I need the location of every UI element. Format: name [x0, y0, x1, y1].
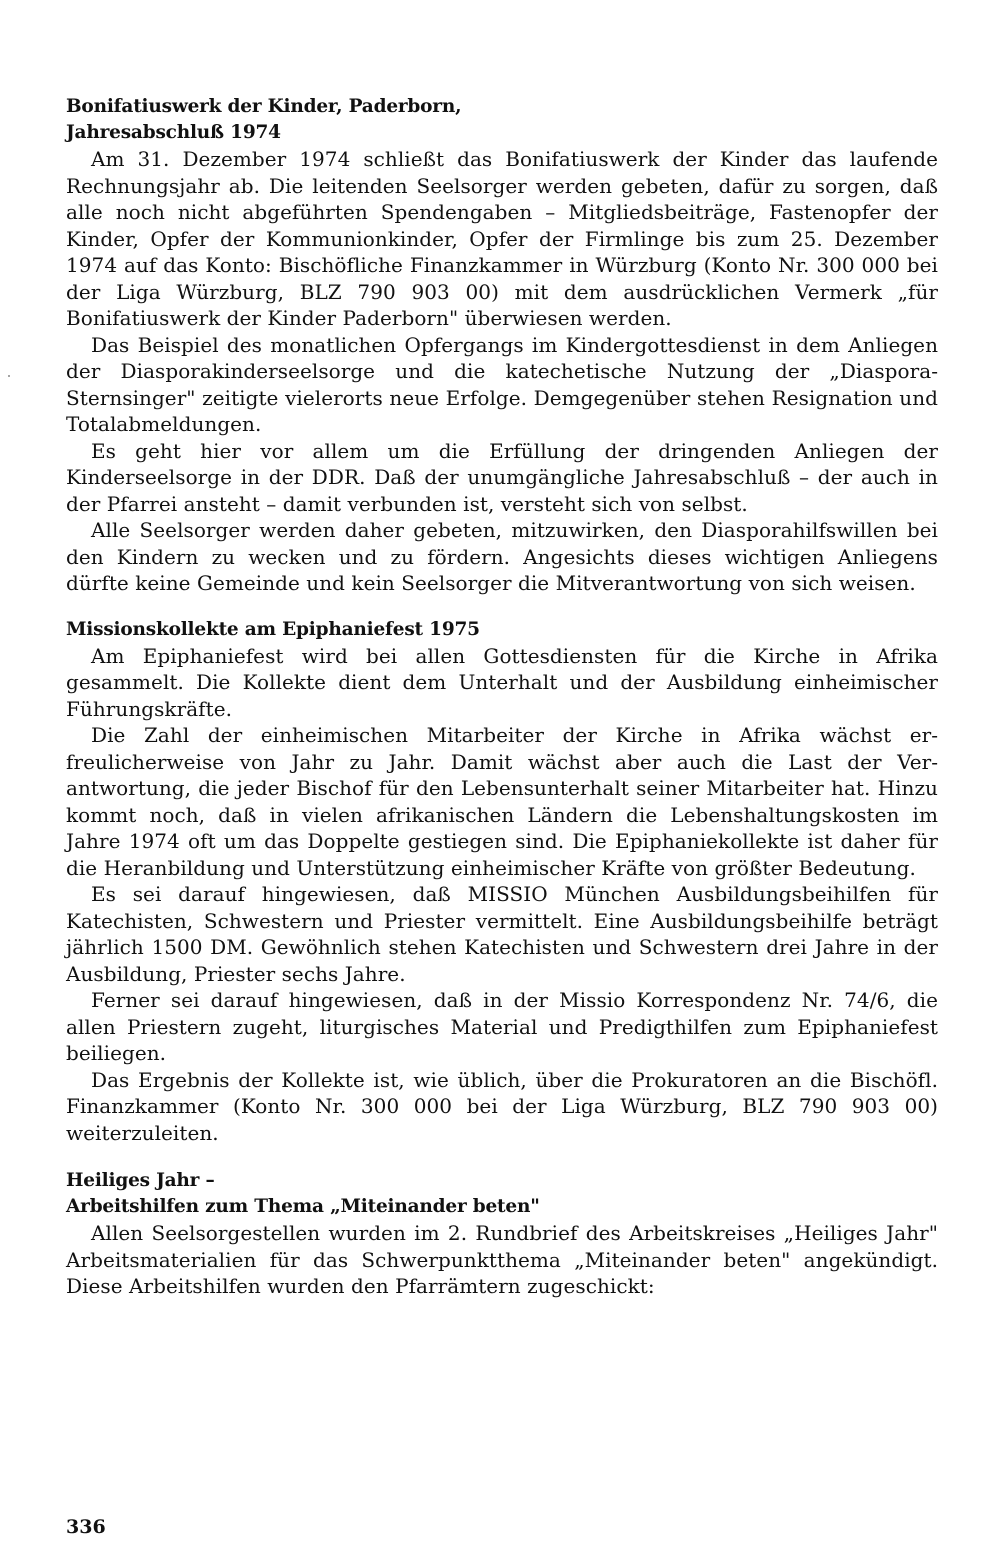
- paragraph: Es sei darauf hingewiesen, daß MISSIO München Ausbildungsbeihilfen für Katechisten, Schwestern und Priester vermittelt. Eine Ausbildungsbeihilfe beträgt jährlich 1500 DM. Gewöhnlich stehen Katechisten und Schwestern drei Jahre in der Ausbildung, Priester sechs Jahre.: [66, 882, 938, 986]
- page-number: 336: [66, 1516, 106, 1538]
- scan-speck: [8, 375, 10, 377]
- paragraph: Die Zahl der einheimischen Mitarbeiter der Kirche in Afrika wächst erfreulicherweise von Jahr zu Jahr. Damit wächst aber auch die Last der Verantwortung, die jeder Bischof für den Lebensunterhalt seiner Mitarbeiter hat. Hinzu kommt noch, daß in vielen afrikanischen Ländern die Lebenshaltungskosten im Jahre 1974 oft um das Doppelte gestiegen sind. Die Epiphaniekollekte ist daher für die Heranbildung und Unterstützung einheimischer Kräfte von größter Bedeutung.: [66, 723, 938, 880]
- paragraph: Das Beispiel des monatlichen Opfergangs im Kindergottesdienst in dem Anliegen der Diasporakinderseelsorge und die katechetische Nutzung der „Diaspora-Sternsinger" zeitigte vielerorts neue Erfolge. Demgegenüber stehen Resignation und Totalabmeldungen.: [66, 332, 938, 436]
- heading-line: Heiliges Jahr –: [66, 1170, 215, 1191]
- paragraph: Es geht hier vor allem um die Erfüllung der dringenden Anliegen der Kinderseelsorge in der DDR. Daß der unumgängliche Jahresabschluß – der auch in der Pfarrei ansteht – damit verbunden ist, versteht sich von selbst.: [66, 438, 938, 516]
- section-bonifatiuswerk: [66, 94, 938, 597]
- heading-line: Bonifatiuswerk der Kinder, Paderborn,: [66, 96, 462, 117]
- section-heading: [66, 1168, 938, 1220]
- paragraph: Am 31. Dezember 1974 schließt das Bonifatiuswerk der Kinder das laufende Rechnungsjahr ab. Die leitenden Seelsorger werden gebeten, dafür zu sorgen, daß alle noch nicht abgeführten Spendengaben – Mitgliedsbeiträge, Fastenopfer der Kinder, Opfer der Kommunionkinder, Opfer der Firmlinge bis zum 25. Dezember 1974 auf das Konto: Bischöfliche Finanzkammer in Würzburg (Konto Nr. 300 000 bei der Liga Würzburg, BLZ 790 903 00) mit dem ausdrücklichen Vermerk „für Bonifatiuswerk der Kinder Paderborn" überwiesen werden.: [66, 147, 938, 330]
- paragraph: Allen Seelsorgestellen wurden im 2. Rundbrief des Arbeitskreises „Heiliges Jahr" Arbeitsmaterialien für das Schwerpunktthema „Miteinander beten" angekündigt. Diese Arbeitshilfen wurden den Pfarrämtern zugeschickt:: [66, 1221, 938, 1298]
- document-page: [66, 94, 938, 1315]
- paragraph: Alle Seelsorger werden daher gebeten, mitzuwirken, den Diasporahilfswillen bei den Kindern zu wecken und zu fördern. Angesichts dieses wichtigen Anliegens dürfte keine Gemeinde und kein Seelsorger die Mitverantwortung von sich weisen.: [66, 518, 938, 595]
- heading-line: Jahresabschluß 1974: [66, 122, 281, 143]
- heading-line: Arbeitshilfen zum Thema „Miteinander beten": [66, 1196, 540, 1217]
- section-heading: [66, 617, 938, 643]
- heading-line: Missionskollekte am Epiphaniefest 1975: [66, 618, 480, 640]
- section-heiliges-jahr: [66, 1168, 938, 1300]
- paragraph: Das Ergebnis der Kollekte ist, wie üblich, über die Prokuratoren an die Bischöfl. Finanzkammer (Konto Nr. 300 000 bei der Liga Würzburg, BLZ 790 903 00) weiterzuleiten.: [66, 1067, 938, 1145]
- section-missionskollekte: [66, 617, 938, 1147]
- paragraph: Ferner sei darauf hingewiesen, daß in der Missio Korrespondenz Nr. 74/6, die allen Priestern zugeht, liturgisches Material und Predigthilfen zum Epiphaniefest beiliegen.: [66, 988, 938, 1065]
- paragraph: Am Epiphaniefest wird bei allen Gottesdiensten für die Kirche in Afrika gesammelt. Die Kollekte dient dem Unterhalt und der Ausbildung einheimischer Führungskräfte.: [66, 643, 938, 721]
- section-heading: [66, 94, 938, 146]
